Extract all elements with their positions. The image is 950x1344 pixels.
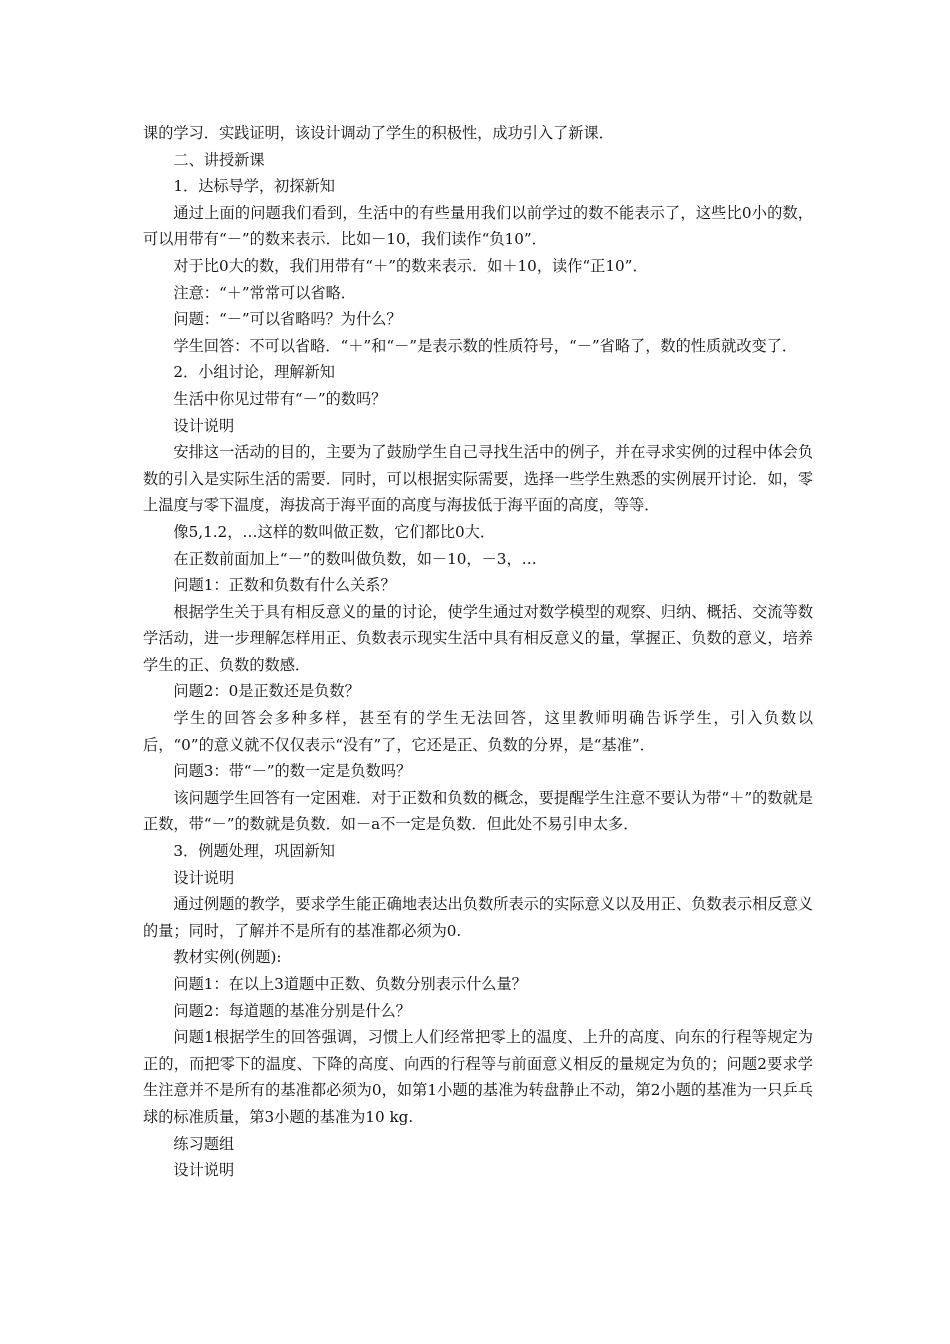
exercise-heading: 练习题组 [173, 1134, 235, 1153]
paragraph: 该问题学生回答有一定困难．对于正数和负数的概念，要提醒学生注意不要认为带“＋”的数就是正数，带“－”的数就是负数．如－a不一定是负数．但此处不易引申太多． [143, 788, 813, 834]
question: 问题2：0是正数还是负数？ [173, 682, 360, 701]
paragraph: 教材实例(例题): [173, 948, 282, 967]
paragraph: 注意：“＋”常常可以省略． [173, 283, 356, 302]
paragraph: 问题1根据学生的回答强调，习惯上人们经常把零上的温度、上升的高度、向东的行程等规定为正的，而把零下的温度、下降的高度、向西的行程等与前面意义相反的量规定为负的；问题2要求学生注意并不是所有的基准都必须为0，如第1小题的基准为转盘静止不动，第2小题的基准为一只乒乓球的标准质量，第3小题的基准为10 kg. [143, 1028, 813, 1126]
paragraph: 问题：“－”可以省略吗？为什么？ [173, 310, 402, 329]
paragraph: 课的学习．实践证明，该设计调动了学生的积极性，成功引入了新课． [143, 124, 614, 142]
question: 问题3：带“－”的数一定是负数吗？ [173, 762, 412, 781]
paragraph: 根据学生关于具有相反意义的量的讨论，使学生通过对数学模型的观察、归纳、概括、交流等数学活动，进一步理解怎样用正、负数表示现实生活中具有相反意义的量，掌握正、负数的意义，培养学生的正、负数的数感． [143, 602, 813, 674]
document-body [143, 120, 813, 1184]
paragraph: 在正数前面加上“－”的数叫做负数，如－10，－3，… [173, 549, 537, 568]
section-heading: 二、讲授新课 [173, 150, 265, 169]
design-note-heading: 设计说明 [173, 868, 235, 887]
paragraph: 安排这一活动的目的，主要为了鼓励学生自己寻找生活中的例子，并在寻求实例的过程中体会负数的引入是实际生活的需要．同时，可以根据实际需要，选择一些学生熟悉的实例展开讨论．如，零上温度与零下温度，海拔高于海平面的高度与海拔低于海平面的高度，等等． [143, 443, 813, 515]
paragraph: 像5,1.2，…这样的数叫做正数，它们都比0大． [173, 522, 496, 541]
subsection-heading: 1．达标导学，初探新知 [173, 177, 335, 196]
question: 问题1：在以上3道题中正数、负数分别表示什么量？ [173, 975, 527, 993]
design-note-heading: 设计说明 [173, 1161, 235, 1180]
paragraph: 通过例题的教学，要求学生能正确地表达出负数所表示的实际意义以及用正、负数表示相反意义的量；同时，了解并不是所有的基准都必须为0. [143, 895, 813, 940]
subsection-heading: 2．小组讨论，理解新知 [173, 363, 335, 382]
paragraph: 学生回答：不可以省略．“＋”和“－”是表示数的性质符号，“－”省略了，数的性质就改变了． [173, 336, 798, 355]
question: 问题1：正数和负数有什么关系？ [173, 576, 396, 595]
subsection-heading: 3．例题处理，巩固新知 [173, 842, 335, 861]
paragraph: 学生的回答会多种多样，甚至有的学生无法回答，这里教师明确告诉学生，引入负数以后，“0”的意义就不仅仅表示“没有”了，它还是正、负数的分界，是“基准”． [143, 709, 813, 754]
question: 问题2：每道题的基准分别是什么？ [173, 1001, 411, 1020]
paragraph: 通过上面的问题我们看到，生活中的有些量用我们以前学过的数不能表示了，这些比0小的数，可以用带有“－”的数来表示．比如－10，我们读作“负10”． [143, 203, 813, 249]
paragraph: 生活中你见过带有“－”的数吗？ [173, 389, 387, 408]
design-note-heading: 设计说明 [173, 416, 235, 435]
paragraph: 对于比0大的数，我们用带有“＋”的数来表示．如＋10，读作“正10”． [173, 256, 648, 275]
